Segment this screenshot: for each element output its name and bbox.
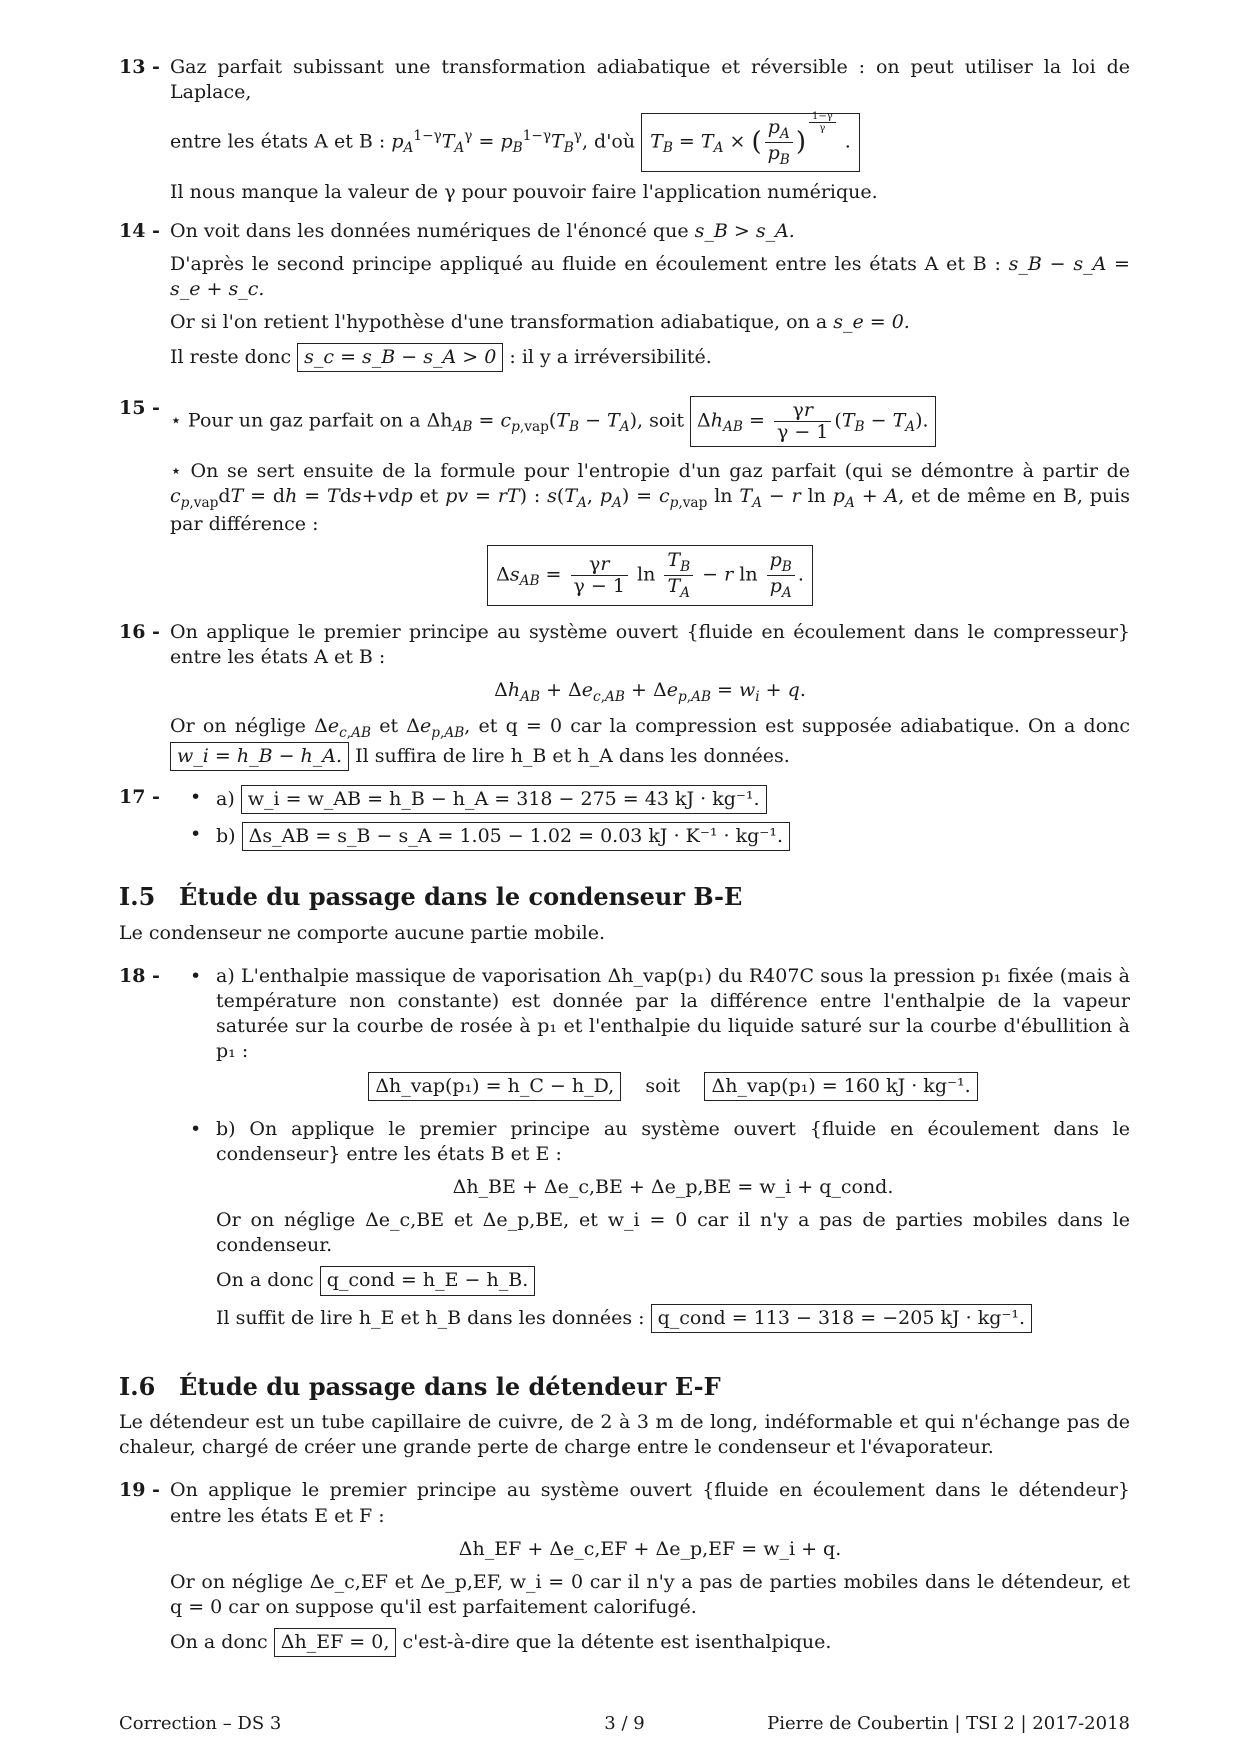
result-box-dhvap-value: Δh_vap(p₁) = 160 kJ · kg⁻¹. [704,1072,977,1101]
result-box-ds: $\Delta s_{AB}$ = $\frac{\gamma r}{\gamma - 1}$ ln $\frac{T_B}{T_A}$ − r ln $\frac{p_B}{p_A}$ . [487,545,813,606]
page-number: 3 / 9 [604,1713,645,1734]
question-13 [119,55,1130,213]
result-box-dsab: Δs_AB = s_B − s_A = 1.05 − 1.02 = 0.03 kJ · K⁻¹ · kg⁻¹. [242,822,790,851]
q19-para1: On applique le premier principe au système ouvert {fluide en écoulement dans le détendeur} entre les états E et F : [170,1479,1130,1527]
q14-line1: On voit dans les données numériques de l'énoncé que s_B > s_A. [170,219,795,242]
result-box-wi: w_i = h_B − h_A. [170,742,349,771]
result-box-sc: s_c = s_B − s_A > 0 [297,343,503,372]
question-14 [119,219,1130,380]
q14-line2: D'après le second principe appliqué au fluide en écoulement entre les états A et B : s_B − s_A = s_e + s_c. [170,253,1130,301]
question-number: 16 - [119,620,160,643]
section-intro-detendeur: Le détendeur est un tube capillaire de cuivre, de 2 à 3 m de long, indéformable et qui n'échange pas de chaleur, chargé de créer une grande perte de charge entre le condenseur et l'évaporateur. [119,1411,1130,1459]
question-number: 14 - [119,219,160,242]
question-17 [119,785,1130,859]
q18-b-text: b) On applique le premier principe au système ouvert {fluide en écoulement dans le condenseur} entre les états B et E : [216,1118,1130,1166]
q18-b-text3: On a donc q_cond = h_E − h_B. [216,1266,1130,1295]
result-box-dh: $\Delta h_{AB}$ = $\frac{\gamma r}{\gamma - 1}$ $(T_B - T_A)$. [690,396,936,447]
section-heading-condenseur: I.5 Étude du passage dans le condenseur B-E [119,881,743,911]
question-number: 15 - [119,397,160,420]
q13-line1: Gaz parfait subissant une transformation adiabatique et réversible : on peut utiliser la loi de Laplace, [170,56,1130,104]
q13-line3: Il nous manque la valeur de γ pour pouvoir faire l'application numérique. [170,180,878,203]
result-box-dhvap-formula: Δh_vap(p₁) = h_C − h_D, [368,1072,621,1101]
q18-item-a: • a) L'enthalpie massique de vaporisation Δh_vap(p₁) du R407C sous la pression p₁ fixée (mais à température non constante) est donnée par la différence entre l'enthalpie de la vapeur saturée sur la courbe de rosée à p₁ et l'enthalpie du liquide saturé sur la courbe d'ébullition à p₁ : Δh_vap(p₁) = h_C − h_D, soit Δh_vap(p₁) = 160 kJ · kg⁻¹. [170,964,1130,1109]
q15-para1: ⋆ Pour un gaz parfait on a $\Delta h_{AB} = c_{p,vap}(T_B - T_A)$, soit $\Delta h_{AB}$ = $\frac{\gamma r}{\gamma - 1}$ $(T_B - T_A)$. [170,396,1130,447]
question-number: 17 - [119,785,160,808]
footer-right: Pierre de Coubertin | TSI 2 | 2017-2018 [767,1713,1130,1734]
result-box-tb: $T_B = T_A$ × ( $\frac{p_A}{p_B}$ ) $^{\frac{1-\gamma}{\gamma}}$ . [641,113,860,172]
question-15 [119,396,1130,613]
q18-item-b: • b) On applique le premier principe au système ouvert {fluide en écoulement dans le condenseur} entre les états B et E : Δh_BE + Δe_c,BE + Δe_p,BE = w_i + q_cond. Or on néglige Δe_c,BE et Δe_p,BE, et w_i = 0 car il n'y a pas de parties mobiles dans le condenseur. On a donc q_cond = h_E − h_B. Il suffit de lire h_E et h_B dans les données : q_cond = 113 − 318 = −205 kJ · kg⁻¹. [170,1117,1130,1341]
q16-para2: Or on néglige $\Delta e_{c,AB}$ et $\Delta e_{p,AB}$, et q = 0 car la compression est supposée adiabatique. On a donc w_i = h_B − h_A. Il suffira de lire h_B et h_A dans les données. [170,714,1130,771]
question-number: 19 - [119,1479,160,1502]
q17-item-a: • a) w_i = w_AB = h_B − h_A = 318 − 275 = 43 kJ · kg⁻¹. [170,785,1130,814]
q18-a-results: Δh_vap(p₁) = h_C − h_D, soit Δh_vap(p₁) = 160 kJ · kg⁻¹. [216,1072,1130,1101]
section-intro-condenseur: Le condenseur ne comporte aucune partie mobile. [119,921,606,944]
q18-a-text: a) L'enthalpie massique de vaporisation Δh_vap(p₁) du R407C sous la pression p₁ fixée (mais à température non constante) est donnée par la différence entre l'enthalpie de la vapeur saturée sur la courbe de rosée à p₁ et l'enthalpie du liquide saturé sur la courbe d'ébullition à p₁ : [216,964,1130,1062]
q19-equation: Δh_EF + Δe_c,EF + Δe_p,EF = w_i + q. [458,1537,842,1560]
q16-para1: On applique le premier principe au système ouvert {fluide en écoulement dans le compresseur} entre les états A et B : [170,620,1130,668]
question-16 [119,620,1130,779]
q18-b-text2: Or on néglige Δe_c,BE et Δe_p,BE, et w_i = 0 car il n'y a pas de parties mobiles dans le condenseur. [216,1209,1130,1257]
page-footer [119,1712,1130,1736]
question-number: 13 - [119,56,160,78]
question-number: 18 - [119,964,160,987]
question-19 [119,1478,1130,1664]
result-box-dhef: Δh_EF = 0, [274,1628,397,1657]
result-box-qcond-value: q_cond = 113 − 318 = −205 kJ · kg⁻¹. [651,1304,1033,1333]
q19-para3: On a donc Δh_EF = 0, c'est-à-dire que la détente est isenthalpique. [170,1628,1130,1657]
q15-para2: ⋆ On se sert ensuite de la formule pour l'entropie d'un gaz parfait (qui se démontre à partir de $c_{p,vap}dT$ = dh = Tds+vdp et pv = rT) : $s(T_A$, $p_A) = c_{p,vap}$ $\ln T_A - r$ $\ln p_A + A$, et de même en B, puis par différence : [170,460,1130,536]
q14-line3: Or si l'on retient l'hypothèse d'une transformation adiabatique, on a s_e = 0. [170,311,910,334]
q15-entropy-equation [170,545,1130,606]
q16-equation: $\Delta h_{AB} + \Delta e_{c,AB} + \Delta e_{p,AB} = w_i + q$. [494,678,806,705]
question-18 [119,964,1130,1349]
q18-b-text4: Il suffit de lire h_E et h_B dans les données : q_cond = 113 − 318 = −205 kJ · kg⁻¹. [216,1304,1130,1333]
q18-b-equation: Δh_BE + Δe_c,BE + Δe_p,BE = w_i + q_cond. [452,1176,894,1199]
q19-para2: Or on néglige Δe_c,EF et Δe_p,EF, w_i = 0 car il n'y a pas de parties mobiles dans le détendeur, et q = 0 car on suppose qu'il est parfaitement calorifugé. [170,1570,1130,1618]
q14-line4: Il reste donc s_c = s_B − s_A > 0 : il y a irréversibilité. [170,343,1130,372]
q13-line2: entre les états A et B : $p_A^{1-\gamma}T_A^\gamma = p_B^{1-\gamma}T_B^\gamma$, d'où $T_B = T_A$ × ( $\frac{p_A}{p_B}$ ) $^{\frac{1-\gamma}{\gamma}}$ . [170,113,1130,172]
section-heading-detendeur: I.6 Étude du passage dans le détendeur E-F [119,1371,721,1401]
page-content [119,55,1130,1671]
footer-left: Correction – DS 3 [119,1713,282,1734]
q17-item-b: • b) Δs_AB = s_B − s_A = 1.05 − 1.02 = 0.03 kJ · K⁻¹ · kg⁻¹. [170,822,1130,851]
result-box-wab: w_i = w_AB = h_B − h_A = 318 − 275 = 43 kJ · kg⁻¹. [241,785,767,814]
result-box-qcond-formula: q_cond = h_E − h_B. [320,1266,536,1295]
